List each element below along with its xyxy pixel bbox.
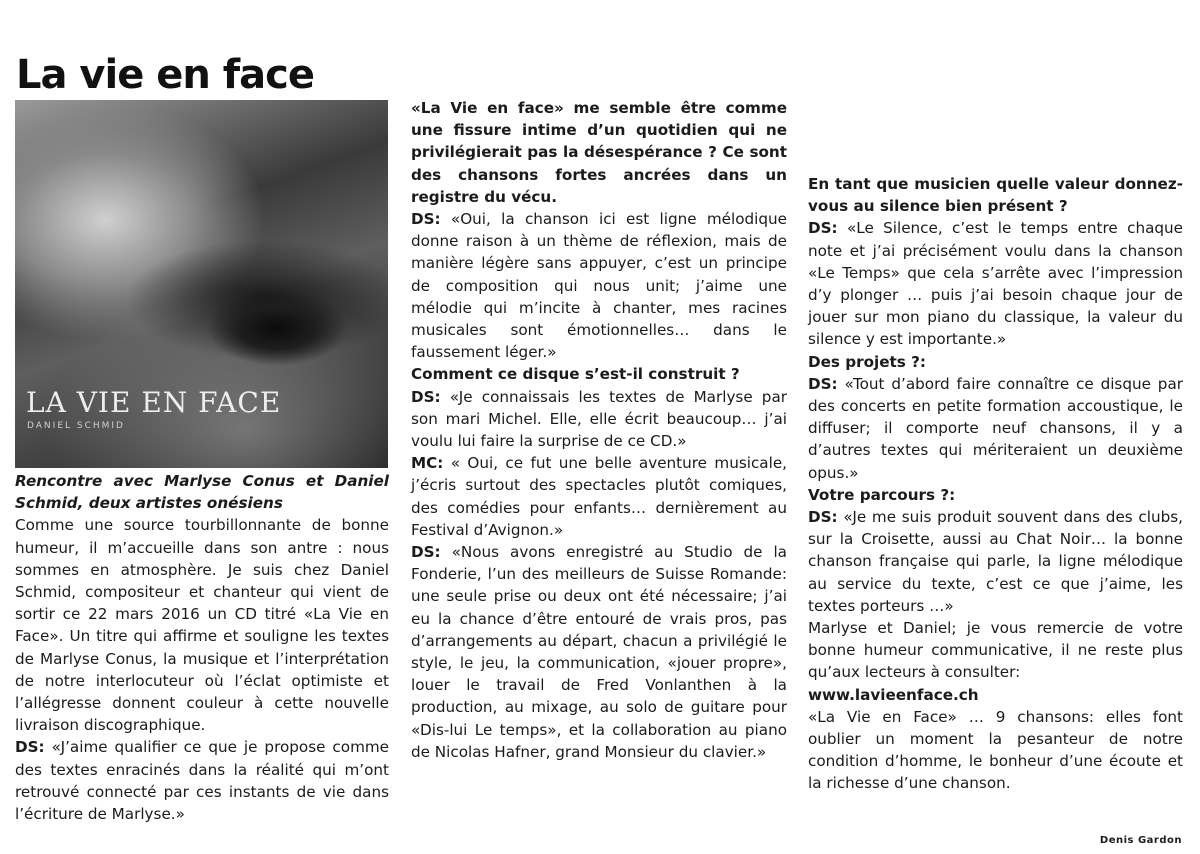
- answer-paragraph: [808, 373, 1183, 484]
- answer-text: «Je connaissais les textes de Marlyse par son mari Michel. Elle, elle écrit beaucoup… j’ai voulu lui faire la surprise de ce CD.»: [411, 387, 788, 451]
- speaker-tag: DS:: [808, 374, 838, 393]
- answer-paragraph: [411, 208, 787, 363]
- answer-text: «Tout d’abord faire connaître ce disque par des concerts en petite formation accoustique, le diffuser; il comporte neuf chansons, il y a d’autres textes qui mériteraient un deuxième opus.»: [808, 374, 1184, 482]
- closing-paragraph: Marlyse et Daniel; je vous remercie de votre bonne humeur communicative, il ne reste plus qu’aux lecteurs à consulter:: [808, 619, 1183, 682]
- speaker-tag: DS:: [15, 738, 45, 757]
- album-cover-title: LA VIE EN FACE: [26, 386, 282, 419]
- answer-text: «Oui, la chanson ici est ligne mélodique donne raison à un thème de réflexion, mais de manière légère sans appuyer, c’est un principe de composition qui nous unit; j’aime une mélodie qui m’incite à chanter, mes racines musicales sont émotionnelles… dans le faussement léger.»: [411, 210, 788, 362]
- speaker-tag: DS:: [411, 387, 441, 406]
- intro-paragraph: Comme une source tourbillonnante de bonne humeur, il m’accueille dans son antre : nous sommes en atmosphère. Je suis chez Daniel Schmid, compositeur et chanteur qui vient de sortir ce 22 mars 2016 un CD titré «La Vie en Face». Un titre qui affirme et souligne les textes de Marlyse Conus, la musique et l’interprétation de notre interlocuteur où l’éclat optimiste et l’allégresse donnent couleur à cette nouvelle livraison discographique.: [15, 516, 389, 735]
- question-paragraph: Des projets ?:: [808, 352, 927, 371]
- album-cover-image: [15, 100, 388, 468]
- answer-paragraph: [15, 736, 389, 825]
- album-cover-artist: DANIEL SCHMID: [27, 421, 125, 431]
- column-1: [15, 470, 389, 825]
- answer-text: «Le Silence, c’est le temps entre chaque note et j’ai précisément voulu dans la chanson «Le Temps» que cela s’arrête avec l’impression d’y plonger … puis j’ai besoin chaque jour de jouer sur mon piano du classique, la valeur du silence y est importante.»: [808, 219, 1183, 349]
- question-paragraph: En tant que musicien quelle valeur donnez-vous au silence bien présent ?: [808, 175, 1183, 216]
- lead-paragraph: Rencontre avec Marlyse Conus et Daniel Schmid, deux artistes onésiens: [15, 472, 389, 513]
- answer-paragraph: [808, 217, 1183, 350]
- speaker-tag: MC:: [411, 454, 444, 473]
- answer-text: «J’aime qualifier ce que je propose comme des textes enracinés dans la réalité qui m’ont retrouvé connecté par ces instants de vie dans l’écriture de Marlyse.»: [15, 738, 389, 824]
- column-2: [411, 97, 787, 763]
- speaker-tag: DS:: [411, 543, 441, 562]
- page-title: La vie en face: [16, 51, 315, 98]
- answer-text: « Oui, ce fut une belle aventure musicale, j’écris surtout des spectacles plutôt comiques, des comédies pour enfants… dernièrement au Festival d’Avignon.»: [411, 454, 787, 539]
- answer-paragraph: [411, 386, 787, 453]
- answer-paragraph: [411, 541, 787, 763]
- answer-paragraph: [808, 506, 1183, 617]
- question-paragraph: «La Vie en face» me semble être comme une fissure intime d’un quotidien qui ne privilégierait pas la désespérance ? Ce sont des chansons fortes ancrées dans un registre du vécu.: [411, 99, 787, 206]
- speaker-tag: DS:: [411, 210, 441, 229]
- author-signature: Denis Gardon: [1099, 835, 1182, 846]
- final-paragraph: «La Vie en Face» … 9 chansons: elles font oublier un moment la pesanteur de notre condition d’homme, le bonheur d’une écoute et la richesse d’une chanson.: [808, 707, 1183, 793]
- question-paragraph: Comment ce disque s’est-il construit ?: [411, 365, 740, 384]
- speaker-tag: DS:: [808, 219, 838, 238]
- column-3: [808, 173, 1183, 795]
- answer-text: «Nous avons enregistré au Studio de la Fonderie, l’un des meilleurs de Suisse Romande: une seule prise ou deux ont été nécessaire; j’ai eu la chance d’être entouré de vrais pros, pas d’arrangements au départ, chacun a privilégié le style, le jeu, la communication, «jouer propre», louer le travail de Fred Vonlanthen à la production, au mixage, au solo de guitare pour «Dis-lui Le temps», et la collaboration au piano de Nicolas Hafner, grand Monsieur du clavier.»: [411, 543, 787, 761]
- website-link[interactable]: www.lavieenface.ch: [808, 685, 979, 704]
- question-paragraph: Votre parcours ?:: [808, 485, 956, 504]
- answer-text: «Je me suis produit souvent dans des clubs, sur la Croisette, aussi au Chat Noir… la bonne chanson française qui parle, la ligne mélodique au service du texte, c’est ce que j’aime, les textes porteurs …»: [808, 508, 1183, 615]
- answer-paragraph: [411, 452, 787, 541]
- speaker-tag: DS:: [808, 508, 838, 527]
